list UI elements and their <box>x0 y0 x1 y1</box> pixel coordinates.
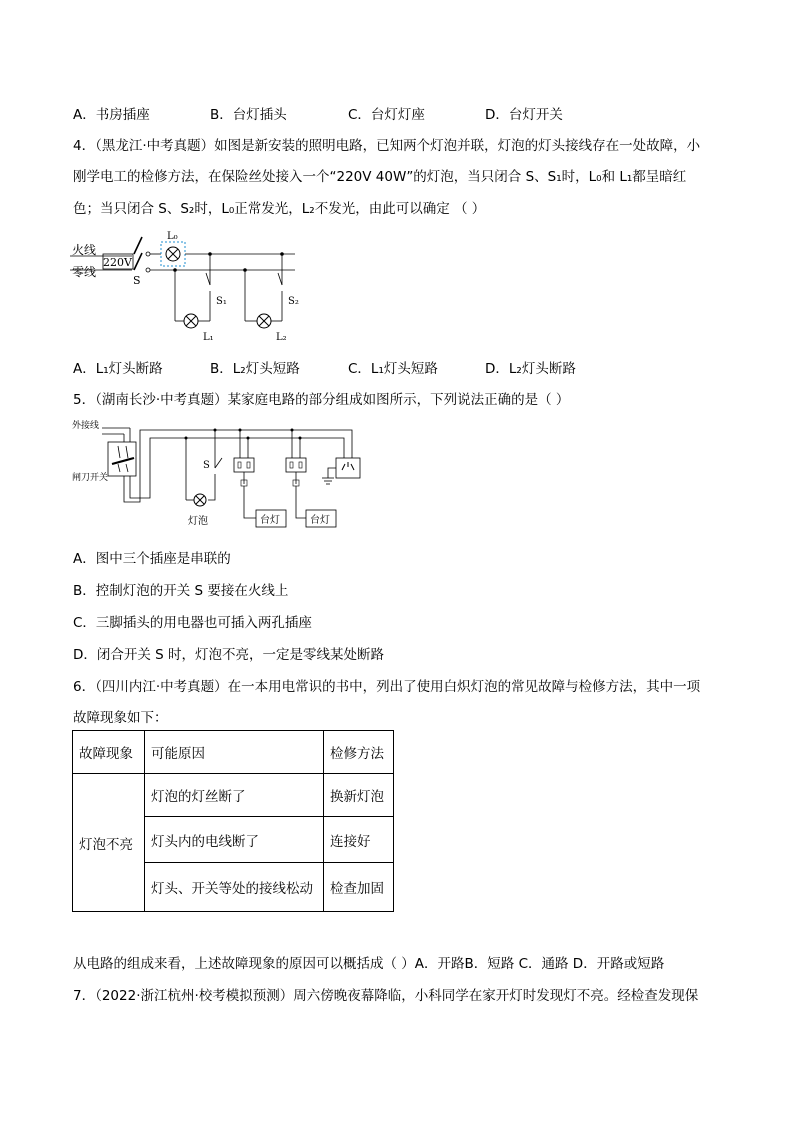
q4-option-b: B．L₂灯头短路 <box>210 361 300 377</box>
q5-switch-s <box>215 458 222 468</box>
q4-neutral-label: 零线 <box>72 265 97 279</box>
q5-knife-switch-label: 闸刀开关 <box>72 473 109 483</box>
q5-stem: 5．（湖南长沙·中考真题）某家庭电路的部分组成如图所示，下列说法正确的是（ ） <box>73 392 570 408</box>
q4-circuit-diagram <box>70 225 310 345</box>
table-header-cell: 故障现象 <box>73 731 145 774</box>
q4-live-label: 火线 <box>72 243 97 257</box>
q5-switch-s-label: S <box>203 460 210 471</box>
table-cell: 灯头内的电线断了 <box>145 817 324 863</box>
table-row <box>73 774 394 817</box>
q5-outlet-1 <box>234 458 254 472</box>
q4-stem-line1: 4．（黑龙江·中考真题）如图是新安装的照明电路，已知两个灯泡并联，灯泡的灯头接线存在一处故障，小 <box>73 138 701 154</box>
q4-voltage-label: 220V <box>103 256 132 269</box>
q7-stem-line1: 7．（2022·浙江杭州·校考模拟预测）周六傍晚夜幕降临，小科同学在家开灯时发现灯不亮。经检查发现保 <box>73 988 699 1004</box>
q5-three-hole-outlet <box>336 458 360 478</box>
q4-switch-s2 <box>278 273 282 285</box>
q5-external-label: 外接线 <box>72 421 100 431</box>
q3-option-c: C．台灯灯座 <box>348 107 425 123</box>
table-cell-symptom: 灯泡不亮 <box>73 774 145 912</box>
q5-option-d: D．闭合开关 S 时，灯泡不亮，一定是零线某处断路 <box>73 647 385 663</box>
table-cell: 灯头、开关等处的接线松动 <box>145 863 324 912</box>
q4-switch-s-label: S <box>133 274 141 287</box>
q5-desk-lamp-b-label: 台灯 <box>310 515 330 526</box>
q4-stem-line2: 刚学电工的检修方法，在保险丝处接入一个“220V 40W”的灯泡，当只闭合 S、S₁时，L₀和 L₁都呈暗红 <box>73 169 687 185</box>
q5-wire-b <box>130 438 344 498</box>
q4-switch-s2-label: S₂ <box>288 296 299 307</box>
q4-stem-line3: 色；当只闭合 S、S₂时，L₀正常发光，L₂不发光，由此可以确定 （ ） <box>73 201 486 217</box>
q5-option-b: B．控制灯泡的开关 S 要接在火线上 <box>73 583 289 599</box>
fault-table <box>72 730 394 912</box>
q3-option-b: B．台灯插头 <box>210 107 287 123</box>
q5-circuit-diagram <box>70 418 370 534</box>
table-header-cell: 检修方法 <box>324 731 394 774</box>
q4-switch-s1 <box>206 273 210 285</box>
table-header-cell: 可能原因 <box>145 731 324 774</box>
q4-lamp-l2-label: L₂ <box>276 332 287 343</box>
q6-question: 从电路的组成来看，上述故障现象的原因可以概括成（ ）A．开路B．短路 C．通路 D．开路或短路 <box>73 956 665 972</box>
q5-option-a: A．图中三个插座是串联的 <box>73 551 231 567</box>
q5-desk-lamp-a-label: 台灯 <box>260 515 280 526</box>
q4-option-d: D．L₂灯头断路 <box>485 361 576 377</box>
q4-switch-s1-label: S₁ <box>216 296 227 307</box>
table-cell: 连接好 <box>324 817 394 863</box>
q5-option-c: C．三脚插头的用电器也可插入两孔插座 <box>73 615 312 631</box>
q5-bulb-label: 灯泡 <box>188 516 208 527</box>
q4-lamp-l0-label: L₀ <box>167 231 178 242</box>
q4-switch-s-blade-1 <box>134 237 142 254</box>
q4-lamp-l1-label: L₁ <box>203 332 214 343</box>
q4-option-a: A．L₁灯头断路 <box>73 361 163 377</box>
table-header-row <box>73 731 394 774</box>
q4-switch-s-blade-2 <box>134 253 142 270</box>
q5-outlet-2 <box>286 458 306 472</box>
table-cell: 检查加固 <box>324 863 394 912</box>
q6-stem-line1: 6．（四川内江·中考真题）在一本用电常识的书中，列出了使用白炽灯泡的常见故障与检修方法，其中一项 <box>73 679 701 695</box>
q3-option-d: D．台灯开关 <box>485 107 563 123</box>
q6-stem-line2: 故障现象如下： <box>73 710 168 726</box>
q4-option-c: C．L₁灯头短路 <box>348 361 438 377</box>
table-cell: 换新灯泡 <box>324 774 394 817</box>
table-cell: 灯泡的灯丝断了 <box>145 774 324 817</box>
q3-option-a: A．书房插座 <box>73 107 150 123</box>
